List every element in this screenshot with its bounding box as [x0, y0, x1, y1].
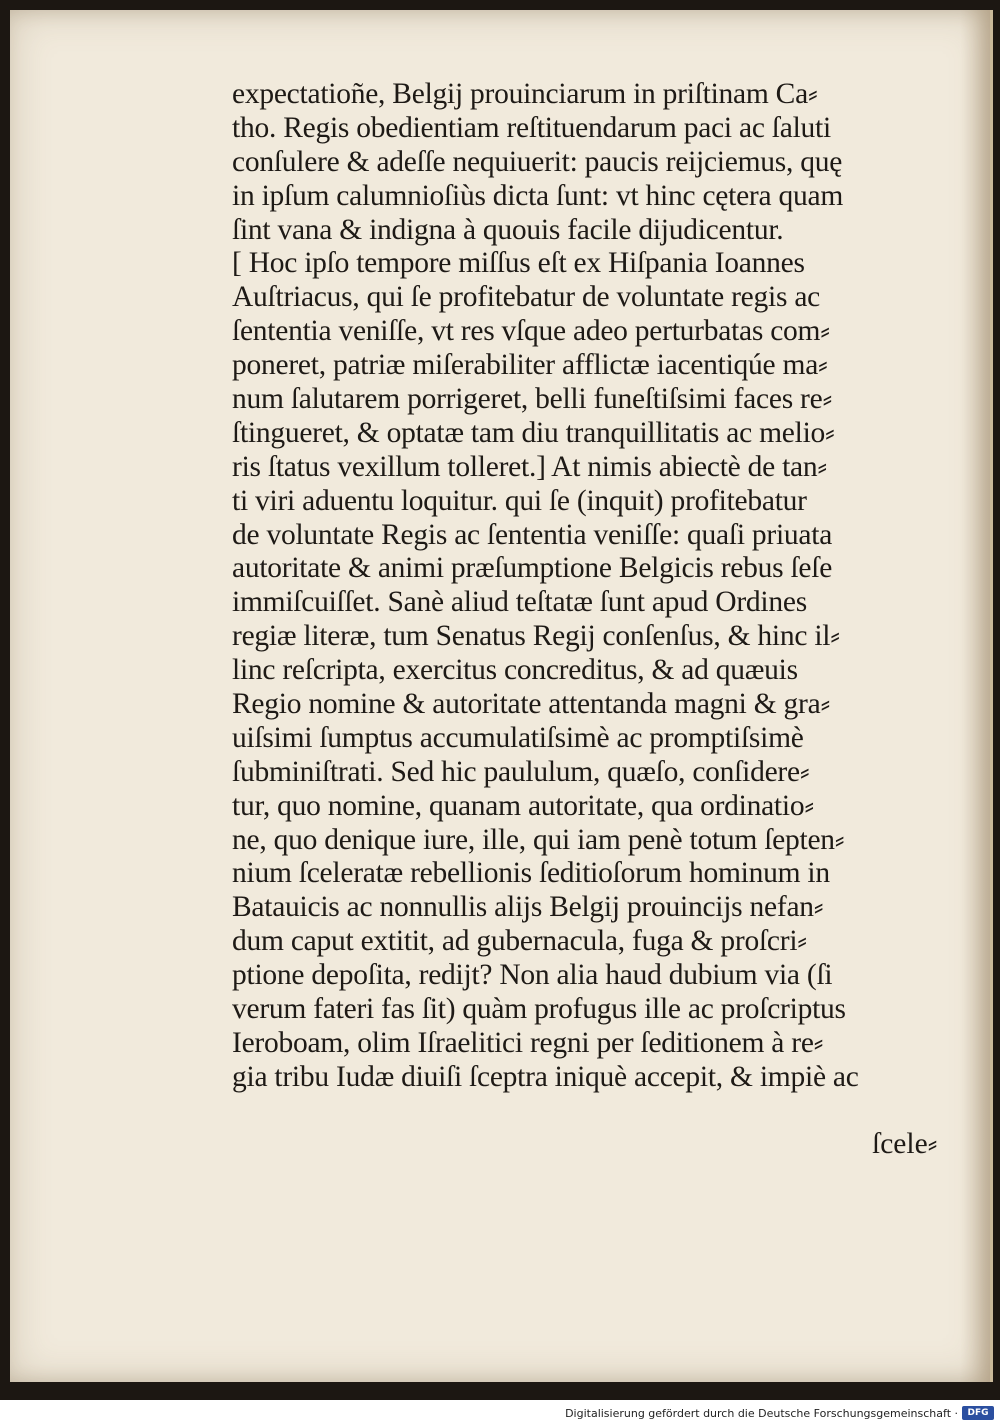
text-line: ptione depoſita, redijt? Non alia haud dubium via (ſi	[232, 959, 833, 992]
funding-credit: Digitalisierung gefördert durch die Deutsche Forschungsgemeinschaft ·	[565, 1407, 958, 1420]
footer-bar	[0, 1400, 1000, 1427]
text-line: de voluntate Regis ac ſententia veniſſe: quaſi priuata	[232, 518, 833, 551]
text-line: conſulere & adeſſe nequiuerit: paucis reijciemus, quę	[232, 145, 843, 178]
text-line: ris ſtatus vexillum tolleret.] At nimis abiectè de tan⸗	[232, 450, 827, 483]
text-line: regiæ literæ, tum Senatus Regij conſenſus, & hinc il⸗	[232, 620, 840, 653]
text-line: Batauicis ac nonnullis alijs Belgij prouincijs nefan⸗	[232, 891, 824, 924]
text-line: ſint vana & indigna à quouis facile dijudicentur.	[232, 213, 784, 246]
text-line: autoritate & animi præſumptione Belgicis rebus ſeſe	[232, 552, 833, 585]
text-line: gia tribu Iudæ diuiſi ſceptra iniquè accepit, & impiè ac	[232, 1060, 859, 1093]
text-line: poneret, patriæ miſerabiliter afflictæ iacentiqúe ma⸗	[232, 349, 828, 382]
text-line: linc reſcripta, exercitus concreditus, & ad quæuis	[232, 654, 798, 687]
text-line: immiſcuiſſet. Sanè aliud teſtatæ ſunt apud Ordines	[232, 586, 807, 619]
text-line: ti viri aduentu loquitur. qui ſe (inquit) profitebatur	[232, 484, 807, 517]
text-line: [ Hoc ipſo tempore miſſus eſt ex Hiſpania Ioannes	[232, 247, 805, 280]
text-line: expectatioñe, Belgij prouinciarum in priſtinam Ca⸗	[232, 78, 818, 110]
text-line: verum fateri fas ſit) quàm profugus ille ac proſcriptus	[232, 993, 846, 1026]
text-line: dum caput extitit, ad gubernacula, fuga & proſcri⸗	[232, 925, 807, 958]
text-line: Auſtriacus, qui ſe profitebatur de voluntate regis ac	[232, 281, 821, 314]
catchword: ſcele⸗	[872, 1128, 938, 1160]
text-line: ne, quo denique iure, ille, qui iam penè totum ſepten⸗	[232, 823, 845, 856]
text-line: tur, quo nomine, quanam autoritate, qua ordinatio⸗	[232, 789, 814, 822]
dfg-logo: DFG	[962, 1406, 994, 1420]
body-text	[232, 78, 962, 1095]
book-page	[10, 10, 993, 1382]
text-line: tho. Regis obedientiam reſtituendarum paci ac ſaluti	[232, 111, 831, 144]
text-line: nium ſceleratæ rebellionis ſeditioſorum hominum in	[232, 857, 830, 890]
text-line: Regio nomine & autoritate attentanda magni & gra⸗	[232, 688, 831, 721]
text-line: num ſalutarem porrigeret, belli funeſtiſsimi faces re⸗	[232, 383, 833, 416]
text-line: ſubminiſtrati. Sed hic paululum, quæſo, conſidere⸗	[232, 755, 810, 788]
text-line: uiſsimi ſumptus accumulatiſsimè ac promptiſsimè	[232, 721, 804, 754]
text-line: in ipſum calumnioſiùs dicta ſunt: vt hinc cętera quam	[232, 179, 844, 212]
text-line: ſententia veniſſe, vt res vſque adeo perturbatas com⸗	[232, 315, 830, 348]
text-line: Ieroboam, olim Iſraelitici regni per ſeditionem à re⸗	[232, 1026, 824, 1059]
text-line: ſtingueret, & optatæ tam diu tranquillitatis ac melio⸗	[232, 416, 835, 449]
